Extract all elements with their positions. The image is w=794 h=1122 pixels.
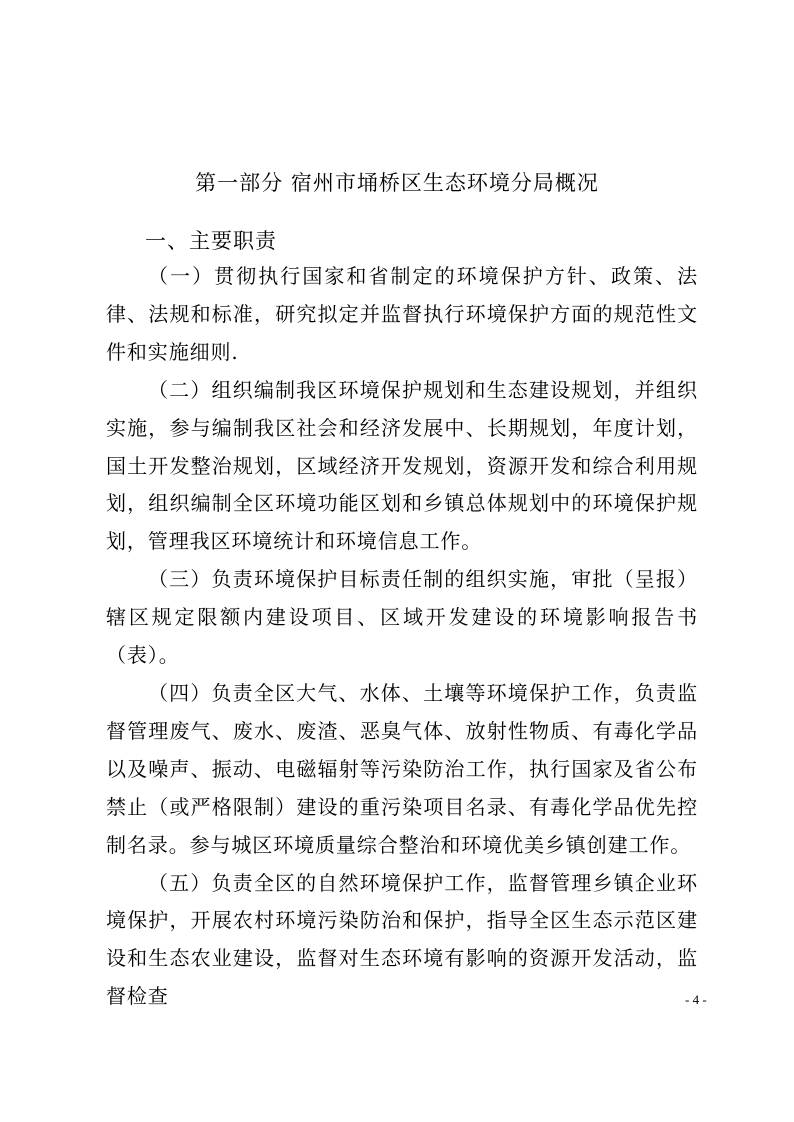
paragraph-1: （一）贯彻执行国家和省制定的环境保护方针、政策、法律、法规和标准，研究拟定并监督执行环境保护方面的规范性文件和实施细则. [106,264,698,364]
section-heading: 一、主要职责 [145,229,277,253]
paragraph-5: （五）负责全区的自然环境保护工作，监督管理乡镇企业环境保护，开展农村环境污染防治和保护，指导全区生态示范区建设和生态农业建设，监督对生态环境有影响的资源开发活动，监督检查 [106,870,698,1009]
page-number: - 4 - [685,992,707,1007]
body-text [106,258,698,1016]
page-title: 第一部分 宿州市埇桥区生态环境分局概况 [195,171,599,195]
paragraph-2: （二）组织编制我区环境保护规划和生态建设规划，并组织实施，参与编制我区社会和经济发展中、长期规划，年度计划，国土开发整治规划，区域经济开发规划，资源开发和综合利用规划，组织编制全区环境功能区划和乡镇总体规划中的环境保护规划，管理我区环境统计和环境信息工作。 [106,377,698,554]
paragraph-4: （四）负责全区大气、水体、土壤等环境保护工作，负责监督管理废气、废水、废渣、恶臭气体、放射性物质、有毒化学品以及噪声、振动、电磁辐射等污染防治工作，执行国家及省公布禁止（或严格限制）建设的重污染项目名录、有毒化学品优先控制名录。参与城区环境质量综合整治和环境优美乡镇创建工作。 [106,680,698,857]
paragraph-3: （三）负责环境保护目标责任制的组织实施，审批（呈报）辖区规定限额内建设项目、区域开发建设的环境影响报告书（表）。 [106,567,698,668]
